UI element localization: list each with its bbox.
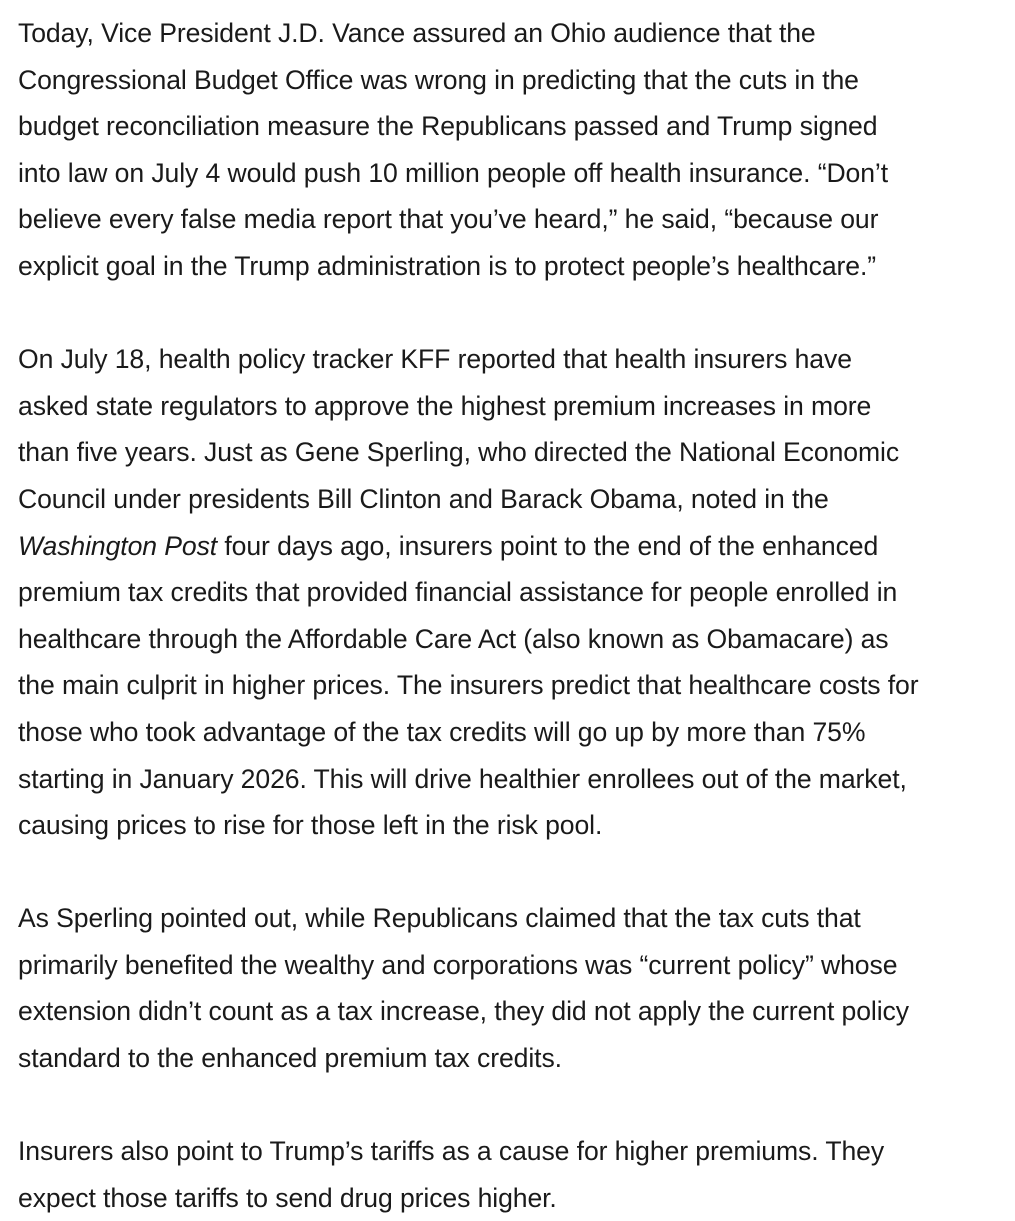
text-line: Today, Vice President J.D. Vance assured an Ohio audience that the: [18, 18, 816, 48]
text-line: extension didn’t count as a tax increase, they did not apply the current policy: [18, 996, 909, 1027]
paragraph-spacer: [18, 849, 1008, 896]
text-line: On July 18, health policy tracker KFF reported that health insurers have: [18, 344, 852, 375]
paragraph-3: [18, 895, 1008, 1081]
paragraph-4: [18, 1128, 1008, 1221]
text-line: than five years. Just as Gene Sperling, who directed the National Economic: [18, 437, 900, 468]
text-line: starting in January 2026. This will drive healthier enrollees out of the market,: [18, 763, 907, 794]
paragraph-1: [18, 10, 1008, 290]
text-line: causing prices to rise for those left in the risk pool.: [18, 810, 603, 841]
text-line: Congressional Budget Office was wrong in predicting that the cuts in the: [18, 64, 859, 95]
text-line: expect those tariffs to send drug prices higher.: [18, 1182, 557, 1213]
text-line: the main culprit in higher prices. The insurers predict that healthcare costs for: [18, 670, 919, 701]
text-line-rest: four days ago, insurers point to the end of the enhanced: [217, 530, 879, 561]
text-line: primarily benefited the wealthy and corporations was “current policy” whose: [18, 949, 898, 980]
text-line: budget reconciliation measure the Republicans passed and Trump signed: [18, 111, 878, 142]
text-line: Insurers also point to Trump’s tariffs as a cause for higher premiums. They: [18, 1136, 885, 1167]
text-line: healthcare through the Affordable Care Act (also known as Obamacare) as: [18, 623, 889, 654]
text-line: As Sperling pointed out, while Republicans claimed that the tax cuts that: [18, 903, 861, 934]
paragraph-2: [18, 336, 1008, 849]
text-line: explicit goal in the Trump administration is to protect people’s healthcare.”: [18, 250, 877, 281]
article-body: [18, 10, 1008, 1221]
text-line: standard to the enhanced premium tax credits.: [18, 1043, 562, 1074]
paragraph-spacer: [18, 290, 1008, 337]
text-line: those who took advantage of the tax credits will go up by more than 75%: [18, 716, 866, 747]
text-line: believe every false media report that you’ve heard,” he said, “because our: [18, 204, 879, 235]
text-line: Council under presidents Bill Clinton and Barack Obama, noted in the: [18, 483, 829, 514]
paragraph-spacer: [18, 1082, 1008, 1129]
publication-name: Washington Post: [18, 530, 218, 561]
text-line: asked state regulators to approve the highest premium increases in more: [18, 390, 872, 421]
text-line: into law on July 4 would push 10 million people off health insurance. “Don’t: [18, 157, 889, 188]
text-line: [18, 523, 1008, 570]
text-line: premium tax credits that provided financial assistance for people enrolled in: [18, 577, 898, 608]
